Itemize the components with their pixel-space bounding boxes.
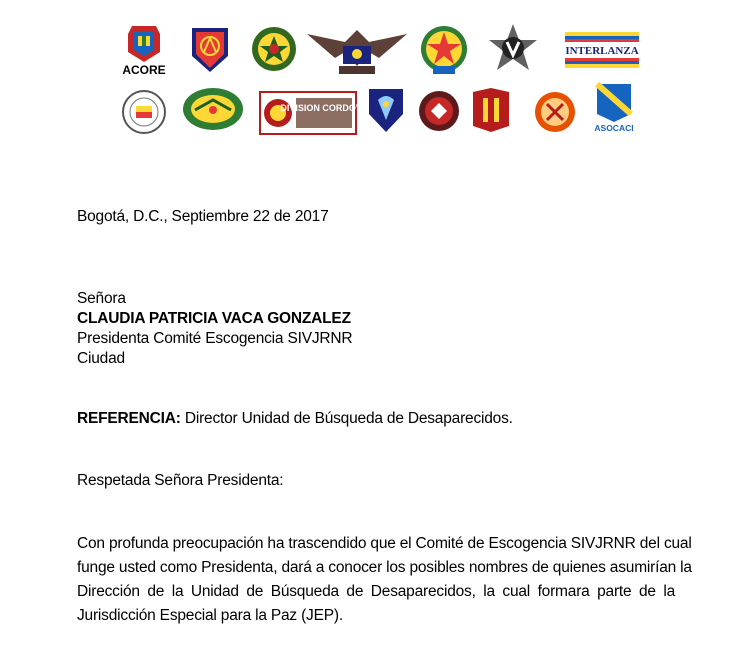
division-cordova-label: DIVISION CORDOVA	[280, 103, 368, 113]
shield-blue-logo	[366, 86, 406, 134]
paragraph-line: funge usted como Presidenta, dará a conocer los posibles nombres de quienes asumirían la	[77, 559, 692, 576]
reference-label: REFERENCIA:	[77, 410, 181, 427]
orange-round-logo	[533, 90, 577, 134]
reference-text: Director Unidad de Búsqueda de Desaparecidos.	[180, 410, 513, 427]
emblem-2-logo	[188, 24, 232, 74]
acore-label: ACORE	[122, 63, 166, 77]
logo-row-top	[0, 20, 755, 80]
recipient-name: CLAUDIA PATRICIA VACA GONZALEZ	[77, 310, 351, 327]
acore-logo	[118, 22, 170, 78]
round-seal-1-logo	[121, 88, 167, 136]
logo-row-bottom	[0, 84, 755, 144]
paragraph-line: Dirección de la Unidad de Búsqueda de Desaparecidos, la cual formara parte de la	[77, 583, 675, 600]
red-round-logo	[418, 88, 460, 134]
letter-greeting: Respetada Señora Presidenta:	[77, 472, 284, 489]
red-square-logo	[469, 86, 513, 134]
letter-date: Bogotá, D.C., Septiembre 22 de 2017	[77, 208, 329, 225]
green-seal-logo	[181, 86, 245, 132]
interlanza-label: INTERLANZA	[565, 45, 639, 57]
salutation-title: Señora	[77, 290, 126, 307]
division-cordova-logo	[260, 92, 368, 134]
paragraph-line: Con profunda preocupación ha trascendido que el Comité de Escogencia SIVJRNR del cual	[77, 535, 692, 552]
eagle-emblem-logo	[307, 28, 407, 76]
body-paragraph	[77, 532, 692, 628]
emblem-3-logo	[249, 24, 299, 74]
asocaci-label: ASOCACI	[594, 123, 634, 133]
paragraph-line: Jurisdicción Especial para la Paz (JEP).	[77, 607, 343, 624]
recipient-city: Ciudad	[77, 350, 125, 367]
interlanza-logo	[565, 32, 639, 68]
emblem-5-logo	[419, 24, 469, 76]
reference-line	[77, 408, 513, 429]
asocaci-logo	[591, 80, 637, 136]
star-v-logo	[487, 22, 539, 74]
recipient-role: Presidenta Comité Escogencia SIVJRNR	[77, 330, 353, 347]
